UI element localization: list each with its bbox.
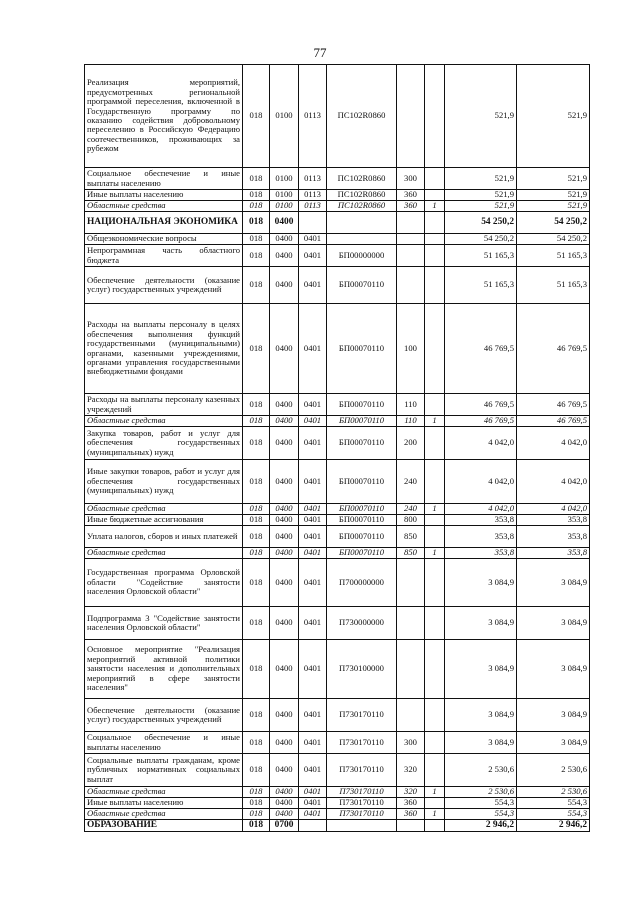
- ministry-code-cell: 018: [243, 416, 270, 427]
- budget-table-body: [85, 65, 590, 832]
- expense-name-cell: ОБРАЗОВАНИЕ: [85, 820, 243, 832]
- funding-source-cell: [425, 168, 445, 190]
- funding-source-cell: 1: [425, 201, 445, 212]
- table-row: [85, 304, 590, 394]
- amount-year-1-cell: 3 084,9: [445, 559, 517, 607]
- section-code-cell: 0400: [270, 809, 299, 820]
- amount-year-1-cell: 3 084,9: [445, 640, 517, 699]
- section-code-cell: 0700: [270, 820, 299, 832]
- table-row: [85, 245, 590, 267]
- subsection-code-cell: 0401: [299, 245, 327, 267]
- amount-year-2-cell: 46 769,5: [517, 394, 590, 416]
- table-row: [85, 168, 590, 190]
- expense-name-cell: НАЦИОНАЛЬНАЯ ЭКОНОМИКА: [85, 212, 243, 234]
- ministry-code-cell: 018: [243, 168, 270, 190]
- expense-type-cell: 300: [397, 732, 425, 754]
- target-article-cell: П730170110: [327, 754, 397, 787]
- amount-year-2-cell: 4 042,0: [517, 504, 590, 515]
- amount-year-1-cell: 353,8: [445, 526, 517, 548]
- amount-year-1-cell: 3 084,9: [445, 732, 517, 754]
- table-row: [85, 190, 590, 201]
- expense-name-cell: Государственная программа Орловской области "Содействие занятости населения Орловской области": [85, 559, 243, 607]
- amount-year-2-cell: 353,8: [517, 515, 590, 526]
- ministry-code-cell: 018: [243, 65, 270, 168]
- target-article-cell: П730170110: [327, 732, 397, 754]
- section-code-cell: 0400: [270, 548, 299, 559]
- subsection-code-cell: 0401: [299, 548, 327, 559]
- ministry-code-cell: 018: [243, 607, 270, 640]
- amount-year-2-cell: 51 165,3: [517, 267, 590, 304]
- ministry-code-cell: 018: [243, 201, 270, 212]
- ministry-code-cell: 018: [243, 798, 270, 809]
- regional-funds-row: [85, 787, 590, 798]
- expense-name-cell: Расходы на выплаты персоналу казенных учреждений: [85, 394, 243, 416]
- section-code-cell: 0400: [270, 798, 299, 809]
- expense-name-cell: Общеэкономические вопросы: [85, 234, 243, 245]
- expense-type-cell: 240: [397, 504, 425, 515]
- amount-year-2-cell: 46 769,5: [517, 304, 590, 394]
- expense-type-cell: [397, 234, 425, 245]
- section-code-cell: 0100: [270, 201, 299, 212]
- ministry-code-cell: 018: [243, 304, 270, 394]
- amount-year-1-cell: 353,8: [445, 515, 517, 526]
- expense-name-cell: Областные средства: [85, 548, 243, 559]
- expense-name-cell: Обеспечение деятельности (оказание услуг) государственных учреждений: [85, 699, 243, 732]
- ministry-code-cell: 018: [243, 809, 270, 820]
- subsection-code-cell: 0401: [299, 515, 327, 526]
- amount-year-2-cell: 3 084,9: [517, 732, 590, 754]
- target-article-cell: ПС102R0860: [327, 168, 397, 190]
- ministry-code-cell: 018: [243, 212, 270, 234]
- funding-source-cell: [425, 460, 445, 504]
- amount-year-1-cell: 554,3: [445, 798, 517, 809]
- expense-name-cell: Расходы на выплаты персоналу в целях обеспечения выполнения функций государственными (муниципальными) органами, казенными учреждениями, органами управления государственными внебюджетными фондами: [85, 304, 243, 394]
- section-code-cell: 0400: [270, 304, 299, 394]
- target-article-cell: П700000000: [327, 559, 397, 607]
- amount-year-2-cell: 554,3: [517, 798, 590, 809]
- ministry-code-cell: 018: [243, 787, 270, 798]
- expense-name-cell: Иные закупки товаров, работ и услуг для обеспечения государственных (муниципальных) нужд: [85, 460, 243, 504]
- expense-type-cell: 240: [397, 460, 425, 504]
- funding-source-cell: 1: [425, 504, 445, 515]
- expense-name-cell: Областные средства: [85, 201, 243, 212]
- ministry-code-cell: 018: [243, 234, 270, 245]
- funding-source-cell: [425, 245, 445, 267]
- funding-source-cell: [425, 798, 445, 809]
- section-code-cell: 0400: [270, 732, 299, 754]
- expense-name-cell: Иные выплаты населению: [85, 190, 243, 201]
- target-article-cell: БП00070110: [327, 460, 397, 504]
- table-row: [85, 427, 590, 460]
- ministry-code-cell: 018: [243, 699, 270, 732]
- funding-source-cell: [425, 267, 445, 304]
- expense-type-cell: [397, 267, 425, 304]
- subsection-code-cell: 0113: [299, 190, 327, 201]
- regional-funds-row: [85, 548, 590, 559]
- target-article-cell: ПС102R0860: [327, 190, 397, 201]
- section-row: [85, 820, 590, 832]
- subsection-code-cell: 0401: [299, 304, 327, 394]
- target-article-cell: БП00070110: [327, 304, 397, 394]
- expense-type-cell: [397, 607, 425, 640]
- target-article-cell: БП00070110: [327, 267, 397, 304]
- expense-name-cell: Областные средства: [85, 787, 243, 798]
- target-article-cell: ПС102R0860: [327, 201, 397, 212]
- expense-name-cell: Социальное обеспечение и иные выплаты населению: [85, 168, 243, 190]
- target-article-cell: БП00000000: [327, 245, 397, 267]
- section-code-cell: 0400: [270, 640, 299, 699]
- funding-source-cell: [425, 304, 445, 394]
- amount-year-1-cell: 46 769,5: [445, 394, 517, 416]
- amount-year-2-cell: 4 042,0: [517, 427, 590, 460]
- amount-year-2-cell: 353,8: [517, 548, 590, 559]
- regional-funds-row: [85, 504, 590, 515]
- subsection-code-cell: 0113: [299, 65, 327, 168]
- subsection-code-cell: 0401: [299, 267, 327, 304]
- section-code-cell: 0400: [270, 787, 299, 798]
- amount-year-1-cell: 3 084,9: [445, 699, 517, 732]
- ministry-code-cell: 018: [243, 732, 270, 754]
- funding-source-cell: [425, 820, 445, 832]
- section-code-cell: 0100: [270, 65, 299, 168]
- amount-year-2-cell: 3 084,9: [517, 640, 590, 699]
- expense-name-cell: Иные выплаты населению: [85, 798, 243, 809]
- amount-year-2-cell: 51 165,3: [517, 245, 590, 267]
- subsection-code-cell: 0401: [299, 427, 327, 460]
- section-code-cell: 0400: [270, 394, 299, 416]
- amount-year-1-cell: 4 042,0: [445, 427, 517, 460]
- ministry-code-cell: 018: [243, 267, 270, 304]
- expense-name-cell: Социальные выплаты гражданам, кроме публичных нормативных социальных выплат: [85, 754, 243, 787]
- subsection-code-cell: 0401: [299, 640, 327, 699]
- table-row: [85, 559, 590, 607]
- target-article-cell: П730100000: [327, 640, 397, 699]
- table-row: [85, 394, 590, 416]
- table-row: [85, 65, 590, 168]
- target-article-cell: БП00070110: [327, 394, 397, 416]
- expense-type-cell: 100: [397, 304, 425, 394]
- amount-year-2-cell: 3 084,9: [517, 699, 590, 732]
- section-code-cell: 0400: [270, 245, 299, 267]
- amount-year-1-cell: 521,9: [445, 65, 517, 168]
- target-article-cell: БП00070110: [327, 548, 397, 559]
- subsection-code-cell: 0401: [299, 732, 327, 754]
- section-code-cell: 0100: [270, 190, 299, 201]
- ministry-code-cell: 018: [243, 515, 270, 526]
- amount-year-2-cell: 3 084,9: [517, 559, 590, 607]
- funding-source-cell: [425, 234, 445, 245]
- expense-type-cell: [397, 559, 425, 607]
- expense-type-cell: 110: [397, 394, 425, 416]
- subsection-code-cell: 0401: [299, 234, 327, 245]
- subsection-code-cell: 0401: [299, 699, 327, 732]
- section-code-cell: 0400: [270, 754, 299, 787]
- funding-source-cell: [425, 212, 445, 234]
- target-article-cell: БП00070110: [327, 504, 397, 515]
- table-row: [85, 640, 590, 699]
- section-code-cell: 0400: [270, 515, 299, 526]
- expense-name-cell: Областные средства: [85, 416, 243, 427]
- subsection-code-cell: 0113: [299, 168, 327, 190]
- expense-name-cell: Иные бюджетные ассигнования: [85, 515, 243, 526]
- funding-source-cell: [425, 640, 445, 699]
- expense-type-cell: 110: [397, 416, 425, 427]
- section-code-cell: 0400: [270, 427, 299, 460]
- table-row: [85, 460, 590, 504]
- expense-name-cell: Закупка товаров, работ и услуг для обеспечения государственных (муниципальных) нужд: [85, 427, 243, 460]
- expense-type-cell: 320: [397, 787, 425, 798]
- section-code-cell: 0400: [270, 526, 299, 548]
- amount-year-2-cell: 521,9: [517, 65, 590, 168]
- amount-year-2-cell: 54 250,2: [517, 212, 590, 234]
- amount-year-2-cell: 554,3: [517, 809, 590, 820]
- table-row: [85, 515, 590, 526]
- ministry-code-cell: 018: [243, 559, 270, 607]
- subsection-code-cell: 0401: [299, 526, 327, 548]
- subsection-code-cell: 0401: [299, 504, 327, 515]
- target-article-cell: П730170110: [327, 809, 397, 820]
- amount-year-1-cell: 54 250,2: [445, 234, 517, 245]
- expense-type-cell: 360: [397, 201, 425, 212]
- section-code-cell: 0400: [270, 504, 299, 515]
- amount-year-2-cell: 3 084,9: [517, 607, 590, 640]
- funding-source-cell: [425, 526, 445, 548]
- section-code-cell: 0400: [270, 212, 299, 234]
- expense-type-cell: 360: [397, 190, 425, 201]
- budget-table: [84, 64, 590, 832]
- funding-source-cell: [425, 190, 445, 201]
- target-article-cell: ПС102R0860: [327, 65, 397, 168]
- table-row: [85, 267, 590, 304]
- amount-year-2-cell: 521,9: [517, 201, 590, 212]
- subsection-code-cell: [299, 820, 327, 832]
- funding-source-cell: [425, 699, 445, 732]
- amount-year-2-cell: 4 042,0: [517, 460, 590, 504]
- expense-type-cell: [397, 65, 425, 168]
- subsection-code-cell: 0113: [299, 201, 327, 212]
- table-row: [85, 234, 590, 245]
- subsection-code-cell: 0401: [299, 416, 327, 427]
- target-article-cell: [327, 820, 397, 832]
- target-article-cell: П730170110: [327, 798, 397, 809]
- amount-year-1-cell: 554,3: [445, 809, 517, 820]
- amount-year-1-cell: 2 946,2: [445, 820, 517, 832]
- amount-year-2-cell: 54 250,2: [517, 234, 590, 245]
- section-code-cell: 0400: [270, 460, 299, 504]
- section-code-cell: 0400: [270, 607, 299, 640]
- funding-source-cell: 1: [425, 787, 445, 798]
- amount-year-2-cell: 2 946,2: [517, 820, 590, 832]
- amount-year-2-cell: 521,9: [517, 168, 590, 190]
- subsection-code-cell: 0401: [299, 787, 327, 798]
- amount-year-1-cell: 3 084,9: [445, 607, 517, 640]
- target-article-cell: П730170110: [327, 787, 397, 798]
- section-row: [85, 212, 590, 234]
- expense-name-cell: Областные средства: [85, 809, 243, 820]
- subsection-code-cell: 0401: [299, 460, 327, 504]
- expense-type-cell: 850: [397, 548, 425, 559]
- target-article-cell: [327, 212, 397, 234]
- expense-name-cell: Обеспечение деятельности (оказание услуг) государственных учреждений: [85, 267, 243, 304]
- ministry-code-cell: 018: [243, 190, 270, 201]
- expense-name-cell: Уплата налогов, сборов и иных платежей: [85, 526, 243, 548]
- funding-source-cell: [425, 427, 445, 460]
- funding-source-cell: [425, 394, 445, 416]
- amount-year-1-cell: 51 165,3: [445, 267, 517, 304]
- expense-type-cell: [397, 820, 425, 832]
- funding-source-cell: [425, 515, 445, 526]
- amount-year-1-cell: 54 250,2: [445, 212, 517, 234]
- regional-funds-row: [85, 201, 590, 212]
- table-row: [85, 754, 590, 787]
- amount-year-1-cell: 51 165,3: [445, 245, 517, 267]
- ministry-code-cell: 018: [243, 526, 270, 548]
- expense-type-cell: 200: [397, 427, 425, 460]
- amount-year-1-cell: 4 042,0: [445, 460, 517, 504]
- section-code-cell: 0100: [270, 168, 299, 190]
- target-article-cell: [327, 234, 397, 245]
- ministry-code-cell: 018: [243, 548, 270, 559]
- funding-source-cell: [425, 65, 445, 168]
- ministry-code-cell: 018: [243, 820, 270, 832]
- table-row: [85, 526, 590, 548]
- section-code-cell: 0400: [270, 267, 299, 304]
- expense-type-cell: [397, 212, 425, 234]
- expense-name-cell: Социальное обеспечение и иные выплаты населению: [85, 732, 243, 754]
- subsection-code-cell: [299, 212, 327, 234]
- amount-year-2-cell: 2 530,6: [517, 787, 590, 798]
- expense-name-cell: Основное мероприятие "Реализация мероприятий активной политики занятости населения и дополнительных мероприятий в сфере занятости населения": [85, 640, 243, 699]
- amount-year-2-cell: 46 769,5: [517, 416, 590, 427]
- funding-source-cell: 1: [425, 809, 445, 820]
- amount-year-2-cell: 521,9: [517, 190, 590, 201]
- target-article-cell: БП00070110: [327, 515, 397, 526]
- amount-year-1-cell: 2 530,6: [445, 787, 517, 798]
- expense-type-cell: [397, 699, 425, 732]
- subsection-code-cell: 0401: [299, 607, 327, 640]
- expense-type-cell: 320: [397, 754, 425, 787]
- funding-source-cell: [425, 559, 445, 607]
- target-article-cell: БП00070110: [327, 416, 397, 427]
- target-article-cell: БП00070110: [327, 526, 397, 548]
- funding-source-cell: 1: [425, 416, 445, 427]
- amount-year-1-cell: 46 769,5: [445, 416, 517, 427]
- expense-type-cell: [397, 640, 425, 699]
- ministry-code-cell: 018: [243, 640, 270, 699]
- amount-year-2-cell: 2 530,6: [517, 754, 590, 787]
- funding-source-cell: 1: [425, 548, 445, 559]
- expense-name-cell: Подпрограмма 3 "Содействие занятости населения Орловской области": [85, 607, 243, 640]
- ministry-code-cell: 018: [243, 394, 270, 416]
- expense-type-cell: 360: [397, 809, 425, 820]
- ministry-code-cell: 018: [243, 460, 270, 504]
- table-row: [85, 798, 590, 809]
- amount-year-1-cell: 521,9: [445, 201, 517, 212]
- expense-type-cell: 800: [397, 515, 425, 526]
- amount-year-1-cell: 4 042,0: [445, 504, 517, 515]
- target-article-cell: П730000000: [327, 607, 397, 640]
- table-row: [85, 607, 590, 640]
- expense-type-cell: 360: [397, 798, 425, 809]
- expense-type-cell: [397, 245, 425, 267]
- subsection-code-cell: 0401: [299, 809, 327, 820]
- amount-year-1-cell: 521,9: [445, 168, 517, 190]
- subsection-code-cell: 0401: [299, 754, 327, 787]
- page-number: 77: [313, 45, 327, 60]
- ministry-code-cell: 018: [243, 427, 270, 460]
- expense-type-cell: 850: [397, 526, 425, 548]
- subsection-code-cell: 0401: [299, 798, 327, 809]
- target-article-cell: П730170110: [327, 699, 397, 732]
- expense-name-cell: Областные средства: [85, 504, 243, 515]
- ministry-code-cell: 018: [243, 245, 270, 267]
- section-code-cell: 0400: [270, 234, 299, 245]
- section-code-cell: 0400: [270, 699, 299, 732]
- regional-funds-row: [85, 809, 590, 820]
- section-code-cell: 0400: [270, 559, 299, 607]
- amount-year-1-cell: 521,9: [445, 190, 517, 201]
- funding-source-cell: [425, 732, 445, 754]
- regional-funds-row: [85, 416, 590, 427]
- amount-year-1-cell: 2 530,6: [445, 754, 517, 787]
- ministry-code-cell: 018: [243, 754, 270, 787]
- amount-year-2-cell: 353,8: [517, 526, 590, 548]
- section-code-cell: 0400: [270, 416, 299, 427]
- table-row: [85, 699, 590, 732]
- target-article-cell: БП00070110: [327, 427, 397, 460]
- subsection-code-cell: 0401: [299, 559, 327, 607]
- expense-type-cell: 300: [397, 168, 425, 190]
- funding-source-cell: [425, 754, 445, 787]
- expense-name-cell: Непрограммная часть областного бюджета: [85, 245, 243, 267]
- subsection-code-cell: 0401: [299, 394, 327, 416]
- amount-year-1-cell: 353,8: [445, 548, 517, 559]
- amount-year-1-cell: 46 769,5: [445, 304, 517, 394]
- funding-source-cell: [425, 607, 445, 640]
- expense-name-cell: Реализация мероприятий, предусмотренных региональной программой переселения, включенной в Государственную программу по оказанию содействия добровольному переселению в Российскую Федерацию соотечественников, проживающих за рубежом: [85, 65, 243, 168]
- table-row: [85, 732, 590, 754]
- ministry-code-cell: 018: [243, 504, 270, 515]
